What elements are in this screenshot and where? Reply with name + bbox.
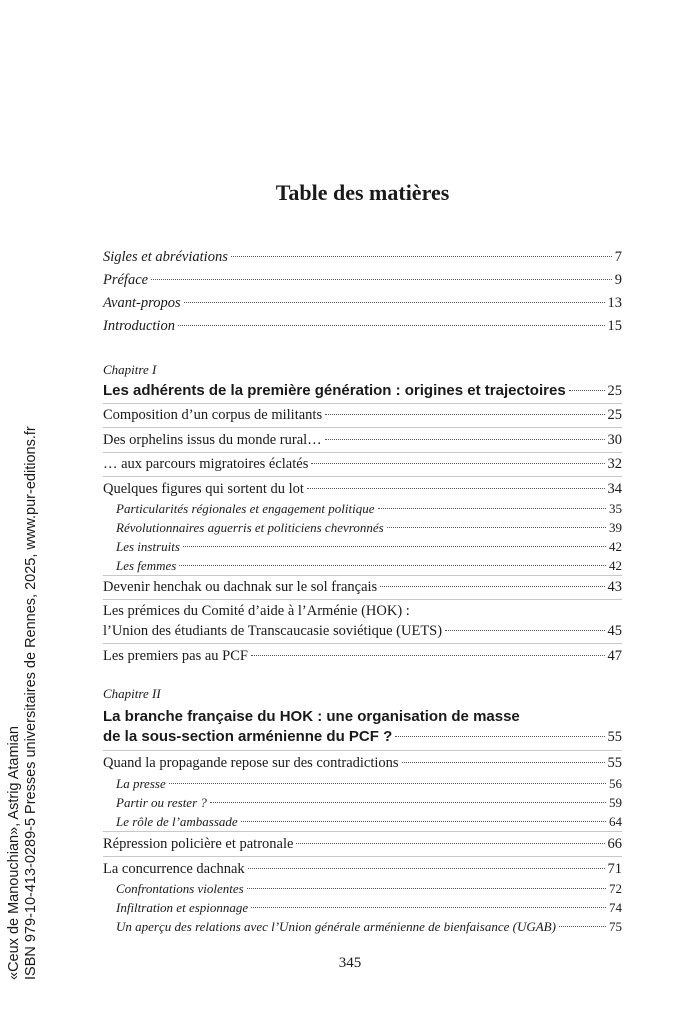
toc-subentry[interactable]: Partir ou rester ? 59	[116, 795, 622, 810]
toc-entry[interactable]: Quand la propagande repose sur des contradictions 55	[103, 755, 622, 771]
toc-entry[interactable]: Devenir henchak ou dachnak sur le sol français 43	[103, 579, 622, 595]
side-note-line-1: «Ceux de Manouchian», Astrig Atamian	[6, 726, 22, 980]
copyright-side-note	[6, 426, 40, 980]
toc-subentry[interactable]: Les femmes 42	[116, 558, 622, 573]
divider	[103, 599, 622, 600]
toc-entry[interactable]: La concurrence dachnak 71	[103, 861, 622, 877]
toc-entry[interactable]: Composition d’un corpus de militants 25	[103, 407, 622, 423]
toc-entry[interactable]: Introduction 15	[103, 318, 622, 334]
toc-entry[interactable]: Avant-propos 13	[103, 295, 622, 311]
toc-entry[interactable]: Préface 9	[103, 272, 622, 288]
toc-subentry[interactable]: Un aperçu des relations avec l’Union générale arménienne de bienfaisance (UGAB) 75	[116, 919, 622, 934]
toc-subentry[interactable]: Confrontations violentes 72	[116, 881, 622, 896]
chapter-heading[interactable]: de la sous-section arménienne du PCF ? 55	[103, 728, 622, 745]
toc-entry-line[interactable]: Les prémices du Comité d’aide à l’Arménie (HOK) :	[103, 603, 410, 619]
chapter-label: Chapitre II	[103, 686, 161, 701]
divider	[103, 856, 622, 857]
toc-subentry[interactable]: Particularités régionales et engagement politique 35	[116, 501, 622, 516]
toc-entry[interactable]: Des orphelins issus du monde rural… 30	[103, 432, 622, 448]
toc-subentry[interactable]: Révolutionnaires aguerris et politiciens chevronnés 39	[116, 520, 622, 535]
divider	[103, 575, 622, 576]
table-of-contents	[103, 0, 622, 1018]
divider	[103, 750, 622, 751]
toc-entry[interactable]: Répression policière et patronale 66	[103, 836, 622, 852]
toc-entry[interactable]: … aux parcours migratoires éclatés 32	[103, 456, 622, 472]
toc-entry[interactable]: Quelques figures qui sortent du lot 34	[103, 481, 622, 497]
toc-entry[interactable]: Sigles et abréviations 7	[103, 249, 622, 265]
side-note-line-2: ISBN 979-10-413-0289-5 Presses universitaires de Rennes, 2025, www.pur-editions.fr	[23, 426, 39, 980]
toc-subentry[interactable]: La presse 56	[116, 776, 622, 791]
toc-entry[interactable]: Les premiers pas au PCF 47	[103, 648, 622, 664]
divider	[103, 452, 622, 453]
divider	[103, 831, 622, 832]
chapter-label: Chapitre I	[103, 362, 157, 377]
page-number: 345	[338, 955, 362, 971]
divider	[103, 427, 622, 428]
divider	[103, 643, 622, 644]
toc-entry[interactable]: l’Union des étudiants de Transcaucasie soviétique (UETS) 45	[103, 623, 622, 639]
chapter-heading-line[interactable]: La branche française du HOK : une organisation de masse	[103, 708, 520, 725]
divider	[103, 476, 622, 477]
toc-subentry[interactable]: Les instruits 42	[116, 539, 622, 554]
divider	[103, 403, 622, 404]
toc-subentry[interactable]: Le rôle de l’ambassade 64	[116, 814, 622, 829]
chapter-heading[interactable]: Les adhérents de la première génération : origines et trajectoires 25	[103, 382, 622, 399]
page-title: Table des matières	[275, 180, 450, 205]
toc-subentry[interactable]: Infiltration et espionnage 74	[116, 900, 622, 915]
